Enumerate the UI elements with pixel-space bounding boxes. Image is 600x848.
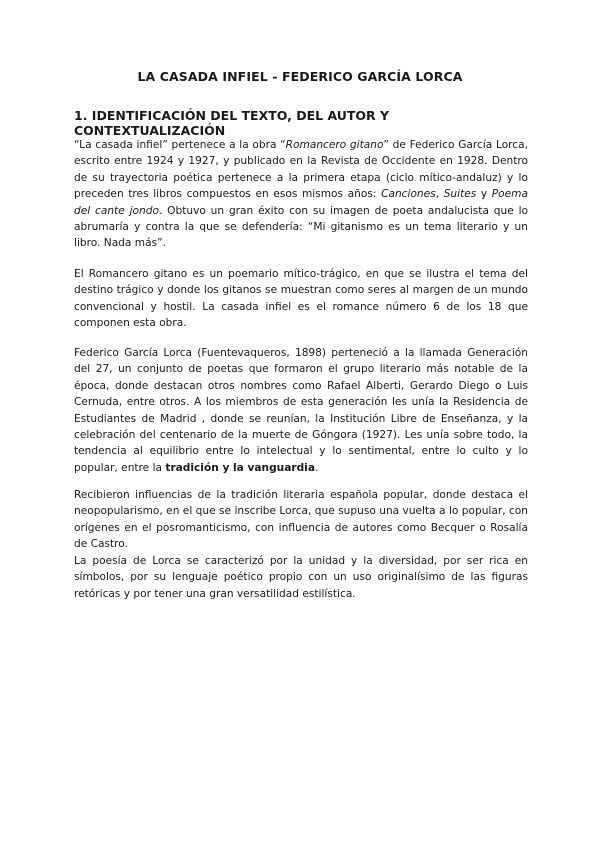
p3-highlight: tradición y la vanguardia <box>165 461 315 474</box>
p1-text-b: ” de Federico García Lorca, escrito entre 1924 y 1927, y publicado en la Revista de Occidente en 1928. Dentro de su trayectoria poética pertenece a la primera etapa (ciclo mítico-andaluz) y lo preceden tres libros compuestos en esos mismos años: <box>74 139 528 201</box>
p1-text-a: “La casada infiel” pertenece a la obra “ <box>74 139 286 151</box>
section-heading: 1. IDENTIFICACIÓN DEL TEXTO, DEL AUTOR Y CONTEXTUALIZACIÓN <box>74 108 390 138</box>
p1-book-suites: Suites <box>443 188 477 201</box>
p1-book-canciones: Canciones <box>381 188 436 201</box>
paragraph-romancero: El Romancero gitano es un poemario mítico-trágico, en que se ilustra el tema del destino trágico y donde los gitanos se muestran como seres al margen de un mundo convencional y hostil. La casada infiel es el romance número 6 de los 18 que componen esta obra. <box>74 268 528 330</box>
paragraph-influences: Recibieron influencias de la tradición literaria española popular, donde destaca el neopopularismo, en el que se inscribe Lorca, que supuso una vuelta a lo popular, con orígenes en el posromanticismo, con influencia de autores como Becquer o Rosalía de Castro. <box>74 489 528 551</box>
p1-book-cante-jondo: Poema del cante jondo <box>74 188 528 217</box>
p3-text-a: Federico García Lorca (Fuentevaqueros, 1898) perteneció a la llamada Generación del 27, un conjunto de poetas que formaron el grupo literario más notable de la época, donde destacan otros nombres como Rafael Alberti, Gerardo Diego o Luis Cernuda, entre otros. A los miembros de esta generación les unía la Residencia de Estudiantes de Madrid , donde se reunían, la Institución Libre de Enseñanza, y la celebración del centenario de la muerte de Góngora (1927). Les unía sobre todo, la tendencia al equilibrio entre lo intelectual y lo sentimental, entre lo culto y lo popular, entre la <box>74 347 528 474</box>
paragraph-lorca-poetry: La poesía de Lorca se caracterizó por la unidad y la diversidad, por ser rica en símbolos, por su lenguaje poético propio con un uso originalísimo de las figuras retóricas y por tener una gran versatilidad estilística. <box>74 555 528 600</box>
p1-separator-2: y <box>476 188 492 201</box>
p1-work-title: Romancero gitano <box>285 139 384 151</box>
p1-separator-1: , <box>435 188 444 201</box>
p1-text-c: . Obtuvo un gran éxito con su imagen de poeta andalucista que lo abrumaría y contra la que se defendería: “Mi gitanismo es un tema literario y un libro. Nada más”. <box>74 204 529 250</box>
paragraph-identification <box>74 137 528 252</box>
paragraph-generation-27 <box>74 345 528 476</box>
document-title: LA CASADA INFIEL - FEDERICO GARCÍA LORCA <box>137 69 463 84</box>
p3-text-b: . <box>314 461 319 474</box>
